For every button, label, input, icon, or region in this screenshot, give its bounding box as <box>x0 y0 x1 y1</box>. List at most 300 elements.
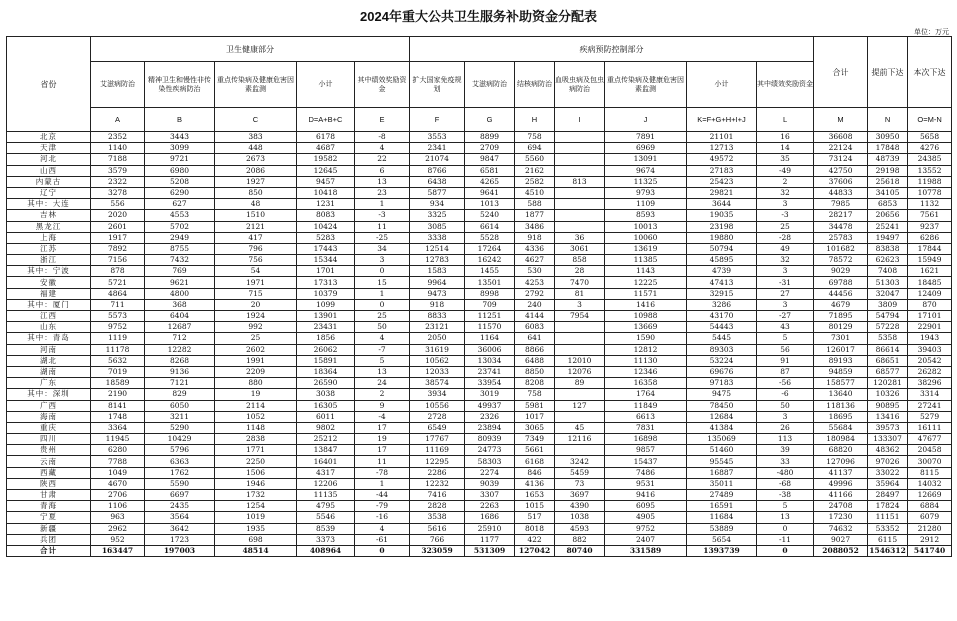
table-row <box>7 456 952 467</box>
value-cell: 5445 <box>687 333 757 344</box>
value-cell: 2601 <box>91 221 145 232</box>
table-row <box>7 299 952 310</box>
value-cell: 7788 <box>91 456 145 467</box>
column-header: 血吸虫病及包虫病防治 <box>555 62 605 108</box>
value-cell: 7121 <box>145 378 215 389</box>
table-row <box>7 221 952 232</box>
value-cell: 87 <box>757 366 814 377</box>
value-cell: 21280 <box>908 523 952 534</box>
value-cell: 90895 <box>868 400 908 411</box>
value-cell: 19 <box>355 434 410 445</box>
value-cell <box>555 333 605 344</box>
value-cell: 3486 <box>515 221 555 232</box>
value-cell: 35964 <box>868 478 908 489</box>
value-cell: -68 <box>757 478 814 489</box>
value-cell: 1748 <box>91 411 145 422</box>
value-cell <box>555 344 605 355</box>
value-cell: 3373 <box>297 534 355 545</box>
value-cell: 8593 <box>605 210 687 221</box>
value-cell: 1924 <box>215 311 297 322</box>
value-cell: 5616 <box>410 523 465 534</box>
column-code: C <box>215 108 297 132</box>
value-cell: 12010 <box>555 355 605 366</box>
value-cell: 4800 <box>145 288 215 299</box>
value-cell: 1140 <box>91 143 145 154</box>
value-cell: 383 <box>215 132 297 143</box>
value-cell: 6613 <box>605 411 687 422</box>
province-cell: 黑龙江 <box>7 221 91 232</box>
province-cell: 广东 <box>7 378 91 389</box>
value-cell: 12812 <box>605 344 687 355</box>
value-cell: -4 <box>355 411 410 422</box>
value-cell: 3085 <box>410 221 465 232</box>
value-cell: 13091 <box>605 154 687 165</box>
value-cell: 17 <box>355 445 410 456</box>
value-cell: 1231 <box>297 199 355 210</box>
value-cell: 51303 <box>868 277 908 288</box>
value-cell: 3019 <box>465 389 515 400</box>
value-cell: -25 <box>355 232 410 243</box>
value-cell: 2962 <box>91 523 145 534</box>
value-cell: 3 <box>555 299 605 310</box>
value-cell: 14032 <box>908 478 952 489</box>
total-header: 合计 <box>814 37 868 108</box>
value-cell: 1455 <box>465 266 515 277</box>
value-cell: -11 <box>757 534 814 545</box>
value-cell: 18485 <box>908 277 952 288</box>
value-cell: 13619 <box>605 243 687 254</box>
value-cell: 27241 <box>908 400 952 411</box>
value-cell: 3038 <box>297 389 355 400</box>
value-cell: 20458 <box>908 445 952 456</box>
value-cell: 12346 <box>605 366 687 377</box>
value-cell: 1686 <box>465 512 515 523</box>
value-cell: 6549 <box>410 422 465 433</box>
value-cell: 12684 <box>687 411 757 422</box>
value-cell: 1943 <box>908 333 952 344</box>
value-cell: 16401 <box>297 456 355 467</box>
value-cell: 2286 <box>410 467 465 478</box>
value-cell <box>555 445 605 456</box>
advance-header: 提前下达 <box>868 37 908 108</box>
value-cell: 2020 <box>91 210 145 221</box>
value-cell: 756 <box>215 255 297 266</box>
value-cell: 4276 <box>908 143 952 154</box>
province-cell: 山东 <box>7 322 91 333</box>
value-cell: 1106 <box>91 501 145 512</box>
value-cell: 17101 <box>908 311 952 322</box>
value-cell: 880 <box>215 378 297 389</box>
value-cell: 25910 <box>465 523 515 534</box>
value-cell: 58303 <box>465 456 515 467</box>
table-row <box>7 132 952 143</box>
table-row <box>7 333 952 344</box>
value-cell: 1991 <box>215 355 297 366</box>
column-header: 小计 <box>687 62 757 108</box>
value-cell: 32915 <box>687 288 757 299</box>
table-row <box>7 355 952 366</box>
value-cell: 8018 <box>515 523 555 534</box>
value-cell: 858 <box>555 255 605 266</box>
value-cell: 53889 <box>687 523 757 534</box>
table-row <box>7 277 952 288</box>
value-cell: 23741 <box>465 366 515 377</box>
total-row <box>7 545 952 556</box>
value-cell: 133307 <box>868 434 908 445</box>
province-cell: 江西 <box>7 311 91 322</box>
value-cell: 5 <box>757 333 814 344</box>
value-cell: 952 <box>91 534 145 545</box>
value-cell: 113 <box>757 434 814 445</box>
value-cell: 78450 <box>687 400 757 411</box>
value-cell: 127042 <box>515 545 555 556</box>
value-cell: 120281 <box>868 378 908 389</box>
value-cell: 6083 <box>515 322 555 333</box>
value-cell: 68651 <box>868 355 908 366</box>
value-cell: 517 <box>515 512 555 523</box>
value-cell: 47413 <box>687 277 757 288</box>
value-cell: 2274 <box>465 467 515 478</box>
province-cell: 兵团 <box>7 534 91 545</box>
value-cell: 918 <box>410 299 465 310</box>
value-cell: 29821 <box>687 187 757 198</box>
value-cell: 3642 <box>145 523 215 534</box>
value-cell: 4593 <box>555 523 605 534</box>
value-cell: 6488 <box>515 355 555 366</box>
column-header: 其中绩效奖励资金 <box>757 62 814 108</box>
province-cell: 海南 <box>7 411 91 422</box>
value-cell: 2352 <box>91 132 145 143</box>
value-cell: 2162 <box>515 165 555 176</box>
value-cell: 758 <box>515 132 555 143</box>
province-cell: 天津 <box>7 143 91 154</box>
value-cell: 13847 <box>297 445 355 456</box>
value-cell: 27183 <box>687 165 757 176</box>
value-cell: 12282 <box>145 344 215 355</box>
value-cell: 6980 <box>145 165 215 176</box>
value-cell: 80740 <box>555 545 605 556</box>
value-cell: 6581 <box>465 165 515 176</box>
value-cell: 4390 <box>555 501 605 512</box>
column-code: D=A+B+C <box>297 108 355 132</box>
value-cell: 5358 <box>868 333 908 344</box>
value-cell: 17230 <box>814 512 868 523</box>
value-cell: 5573 <box>91 311 145 322</box>
value-cell: 50794 <box>687 243 757 254</box>
value-cell: 541740 <box>908 545 952 556</box>
value-cell: 5981 <box>515 400 555 411</box>
value-cell: 2086 <box>215 165 297 176</box>
value-cell: 13034 <box>465 355 515 366</box>
value-cell: 3 <box>757 199 814 210</box>
value-cell: 3242 <box>555 456 605 467</box>
province-cell: 浙江 <box>7 255 91 266</box>
table-row <box>7 400 952 411</box>
value-cell: 3 <box>757 266 814 277</box>
column-code: E <box>355 108 410 132</box>
column-code: K=F+G+H+I+J <box>687 108 757 132</box>
value-cell: 1017 <box>515 411 555 422</box>
value-cell: 97026 <box>868 456 908 467</box>
value-cell: 8850 <box>515 366 555 377</box>
value-cell: 2341 <box>410 143 465 154</box>
value-cell: -3 <box>355 210 410 221</box>
column-header: 艾滋病防治 <box>91 62 145 108</box>
value-cell: 5283 <box>297 232 355 243</box>
value-cell: 26062 <box>297 344 355 355</box>
value-cell: 408964 <box>297 545 355 556</box>
province-header: 省份 <box>7 37 91 132</box>
value-cell: 5877 <box>410 187 465 198</box>
value-cell: 796 <box>215 243 297 254</box>
value-cell: 368 <box>145 299 215 310</box>
table-row <box>7 143 952 154</box>
value-cell: 1856 <box>297 333 355 344</box>
value-cell: 3278 <box>91 187 145 198</box>
value-cell: 23431 <box>297 322 355 333</box>
table-row <box>7 490 952 501</box>
value-cell: 1 <box>355 478 410 489</box>
value-cell: -16 <box>355 512 410 523</box>
value-cell: 11178 <box>91 344 145 355</box>
value-cell <box>555 411 605 422</box>
value-cell: 5528 <box>465 232 515 243</box>
value-cell: 3934 <box>410 389 465 400</box>
value-cell: 48362 <box>868 445 908 456</box>
value-cell: 5 <box>355 355 410 366</box>
value-cell: 3211 <box>145 411 215 422</box>
value-cell: 17767 <box>410 434 465 445</box>
value-cell: 417 <box>215 232 297 243</box>
value-cell: 16358 <box>605 378 687 389</box>
value-cell: 16 <box>757 132 814 143</box>
value-cell: 11151 <box>868 512 908 523</box>
table-row <box>7 165 952 176</box>
value-cell: 3553 <box>410 132 465 143</box>
value-cell: 766 <box>410 534 465 545</box>
value-cell: 9641 <box>465 187 515 198</box>
value-cell: 882 <box>555 534 605 545</box>
value-cell: 9039 <box>465 478 515 489</box>
value-cell: 7561 <box>908 210 952 221</box>
value-cell: 24773 <box>465 445 515 456</box>
value-cell: 2582 <box>515 176 555 187</box>
value-cell: 11571 <box>605 288 687 299</box>
value-cell: 35 <box>757 154 814 165</box>
value-cell: 55684 <box>814 422 868 433</box>
value-cell: 918 <box>515 232 555 243</box>
value-cell: 7470 <box>555 277 605 288</box>
value-cell: 1015 <box>515 501 555 512</box>
value-cell: 8539 <box>297 523 355 534</box>
value-cell: 23 <box>355 187 410 198</box>
value-cell: 7349 <box>515 434 555 445</box>
value-cell: 54794 <box>868 311 908 322</box>
value-cell: 588 <box>515 199 555 210</box>
value-cell: 9473 <box>410 288 465 299</box>
value-cell: 16242 <box>465 255 515 266</box>
value-cell: 3697 <box>555 490 605 501</box>
value-cell: 39403 <box>908 344 952 355</box>
value-cell: 3538 <box>410 512 465 523</box>
province-cell: 内蒙古 <box>7 176 91 187</box>
value-cell: 6178 <box>297 132 355 143</box>
table-row <box>7 322 952 333</box>
value-cell: 13 <box>757 512 814 523</box>
value-cell: 44456 <box>814 288 868 299</box>
value-cell: 34 <box>355 243 410 254</box>
value-cell: 6280 <box>91 445 145 456</box>
value-cell: 5459 <box>555 467 605 478</box>
value-cell: 7891 <box>605 132 687 143</box>
value-cell: 4627 <box>515 255 555 266</box>
value-cell: 5721 <box>91 277 145 288</box>
value-cell: 4670 <box>91 478 145 489</box>
province-cell: 青海 <box>7 501 91 512</box>
province-cell: 宁夏 <box>7 512 91 523</box>
column-code: F <box>410 108 465 132</box>
value-cell: 19497 <box>868 232 908 243</box>
value-cell: 1917 <box>91 232 145 243</box>
value-cell: 2435 <box>145 501 215 512</box>
column-code: N <box>868 108 908 132</box>
value-cell: 25 <box>757 221 814 232</box>
value-cell: 963 <box>91 512 145 523</box>
value-cell: 26 <box>757 422 814 433</box>
value-cell: 6404 <box>145 311 215 322</box>
value-cell <box>555 210 605 221</box>
value-cell: 10013 <box>605 221 687 232</box>
value-cell: 71895 <box>814 311 868 322</box>
value-cell: 25212 <box>297 434 355 445</box>
value-cell: 2407 <box>605 534 687 545</box>
value-cell: 7985 <box>814 199 868 210</box>
value-cell: 39 <box>757 445 814 456</box>
value-cell: 2190 <box>91 389 145 400</box>
value-cell: 11570 <box>465 322 515 333</box>
value-cell: 5279 <box>908 411 952 422</box>
value-cell: 0 <box>757 545 814 556</box>
value-cell: 1143 <box>605 266 687 277</box>
value-cell: 89193 <box>814 355 868 366</box>
value-cell: -61 <box>355 534 410 545</box>
value-cell: 9416 <box>605 490 687 501</box>
value-cell: 2050 <box>410 333 465 344</box>
value-cell: 36608 <box>814 132 868 143</box>
value-cell: 9475 <box>687 389 757 400</box>
value-cell: 17313 <box>297 277 355 288</box>
column-header: 艾滋病防治 <box>465 62 515 108</box>
table-row <box>7 187 952 198</box>
value-cell: 10326 <box>868 389 908 400</box>
value-cell: 7019 <box>91 366 145 377</box>
value-cell: 7301 <box>814 333 868 344</box>
value-cell: 13901 <box>297 311 355 322</box>
value-cell: 1971 <box>215 277 297 288</box>
value-cell: 33954 <box>465 378 515 389</box>
value-cell: 5590 <box>145 478 215 489</box>
value-cell: 16111 <box>908 422 952 433</box>
value-cell: 2706 <box>91 490 145 501</box>
value-cell: 11135 <box>297 490 355 501</box>
value-cell: 95545 <box>687 456 757 467</box>
value-cell: 1583 <box>410 266 465 277</box>
value-cell <box>555 187 605 198</box>
value-cell: 12232 <box>410 478 465 489</box>
value-cell: 5290 <box>145 422 215 433</box>
province-cell: 合计 <box>7 545 91 556</box>
value-cell: 5240 <box>465 210 515 221</box>
value-cell: 1 <box>355 288 410 299</box>
value-cell: 73124 <box>814 154 868 165</box>
value-cell: 21101 <box>687 132 757 143</box>
table-row <box>7 501 952 512</box>
value-cell: 4739 <box>687 266 757 277</box>
value-cell: 22 <box>355 154 410 165</box>
value-cell: 1177 <box>465 534 515 545</box>
value-cell: 62623 <box>868 255 908 266</box>
value-cell: 38574 <box>410 378 465 389</box>
province-cell: 其中：宁波 <box>7 266 91 277</box>
value-cell: -44 <box>355 490 410 501</box>
value-cell: 5546 <box>297 512 355 523</box>
value-cell: 2 <box>355 389 410 400</box>
value-cell: 17 <box>355 422 410 433</box>
value-cell: 20542 <box>908 355 952 366</box>
value-cell: 41166 <box>814 490 868 501</box>
value-cell: 1621 <box>908 266 952 277</box>
value-cell: 1927 <box>215 176 297 187</box>
value-cell: 24 <box>355 378 410 389</box>
value-cell: 30070 <box>908 456 952 467</box>
value-cell: 829 <box>145 389 215 400</box>
value-cell: 10379 <box>297 288 355 299</box>
table-row <box>7 389 952 400</box>
value-cell: 3307 <box>465 490 515 501</box>
value-cell: 69788 <box>814 277 868 288</box>
value-cell: 10988 <box>605 311 687 322</box>
province-cell: 甘肃 <box>7 490 91 501</box>
value-cell: 3314 <box>908 389 952 400</box>
table-row <box>7 232 952 243</box>
table-row <box>7 378 952 389</box>
value-cell: -79 <box>355 501 410 512</box>
value-cell: -480 <box>757 467 814 478</box>
value-cell: 0 <box>355 299 410 310</box>
value-cell: 12116 <box>555 434 605 445</box>
value-cell: 11945 <box>91 434 145 445</box>
value-cell: 68820 <box>814 445 868 456</box>
province-cell: 上海 <box>7 232 91 243</box>
value-cell: 1701 <box>297 266 355 277</box>
value-cell: 54443 <box>687 322 757 333</box>
value-cell: 8208 <box>515 378 555 389</box>
value-cell: 24708 <box>814 501 868 512</box>
column-code: H <box>515 108 555 132</box>
value-cell: 11 <box>355 221 410 232</box>
value-cell: 715 <box>215 288 297 299</box>
value-cell: 9857 <box>605 445 687 456</box>
value-cell: 10060 <box>605 232 687 243</box>
value-cell: 5658 <box>908 132 952 143</box>
table-row <box>7 422 952 433</box>
value-cell: 89303 <box>687 344 757 355</box>
value-cell <box>555 165 605 176</box>
value-cell: 846 <box>515 467 555 478</box>
value-cell: 12409 <box>908 288 952 299</box>
value-cell: 44833 <box>814 187 868 198</box>
page-title: 2024年重大公共卫生服务补助资金分配表 <box>360 9 597 24</box>
